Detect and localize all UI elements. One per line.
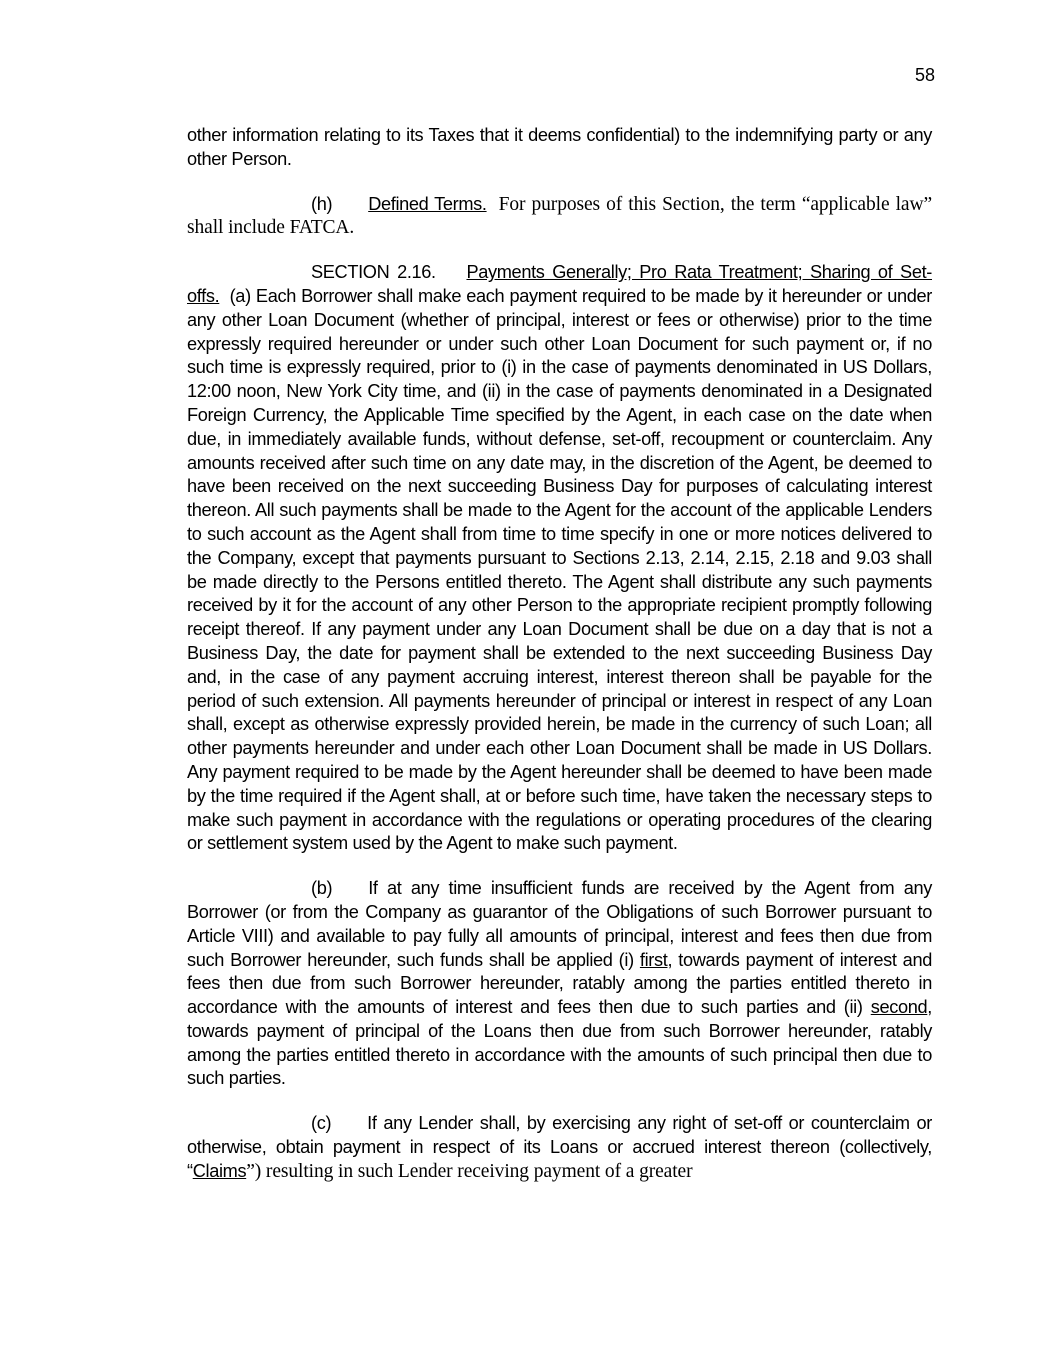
page-number: 58	[914, 65, 935, 85]
paragraph-c	[187, 1112, 932, 1183]
section-text: (a) Each Borrower shall make each payment required to be made by it hereunder or under any other Loan Document (whether of principal, interest or fees or otherwise) prior to the time expressly required hereunder or under such other Loan Document for such payment or, if no such time is expressly required, prior to (i) in the case of payments denominated in US Dollars, 12:00 noon, New York City time, and (ii) in the case of payments denominated in a Designated Foreign Currency, the Applicable Time specified by the Agent, in each case on the date when due, in immediately available funds, without defense, set-off, recoupment or counterclaim. Any amounts received after such time on any date may, in the discretion of the Agent, be deemed to have been received on the next succeeding Business Day for purposes of calculating interest thereon. All such payments shall be made to the Agent for the account of the applicable Lenders to such account as the Agent shall from time to time specify in one or more notices delivered to the Company, except that payments pursuant to Sections 2.13, 2.14, 2.15, 2.18 and 9.03 shall be made directly to the Persons entitled thereto. The Agent shall distribute any such payments received by it for the account of any other Person to the appropriate recipient promptly following receipt thereof. If any payment under any Loan Document shall be due on a day that is not a Business Day, the date for payment shall be extended to the next succeeding Business Day and, in the case of any payment accruing interest, interest thereon shall be payable for the period of such extension. All payments hereunder of principal or interest in respect of any Loan shall, except as otherwise expressly provided herein, be made in the currency of such Loan; all other payments hereunder and under each other Loan Document shall be made in US Dollars. Any payment required to be made by the Agent hereunder shall be deemed to have been made by the time required if the Agent shall, at or before such time, have taken the necessary steps to make such payment in accordance with the regulations or operating procedures of the clearing or settlement system used by the Agent to make such payment.	[187, 285, 932, 854]
paragraph-text-part-2: , towards payment of interest and fees then due from such Borrower hereunder, ratably among the parties entitled thereto in accordance with the amounts of interest and fees then due to such parties and (ii)	[187, 949, 932, 1018]
paragraph-label: (b)	[311, 878, 333, 899]
continued-paragraph	[187, 124, 932, 172]
paragraph-label: (c)	[311, 1113, 332, 1134]
paragraph-text-part-1: If any Lender shall, by exercising any right of set-off or counterclaim or otherwise, obtain payment in respect of its Loans or accrued interest thereon (collectively, “	[187, 1113, 932, 1181]
paragraph-label: (h)	[311, 193, 333, 214]
paragraph-text-part-1: If at any time insufficient funds are received by the Agent from any Borrower (or from the Company as guarantor of the Obligations of such Borrower pursuant to Article VIII) and available to pay fully all amounts of principal, interest and fees then due from such Borrower hereunder, such funds shall be applied (i)	[187, 878, 932, 970]
section-number: SECTION 2.16.	[311, 262, 436, 283]
paragraph-heading: Defined Terms.	[368, 193, 487, 214]
paragraph-text-part-3: , towards payment of principal of the Loans then due from such Borrower hereunder, ratably among the parties entitled thereto in accordance with the amounts of such principal then due to such parties.	[187, 997, 932, 1089]
defined-term-first: first	[639, 949, 668, 970]
paragraph-text: other information relating to its Taxes that it deems confidential) to the indemnifying party or any other Person.	[187, 125, 932, 169]
paragraph-text-part-2: ”) resulting in such Lender receiving payment of a greater	[246, 1160, 693, 1182]
defined-term-claims: Claims	[192, 1160, 247, 1181]
paragraph-b	[187, 877, 932, 1091]
section-heading: Payments Generally; Pro Rata Treatment; Sharing of Set-offs.	[187, 262, 933, 306]
section-2-16	[187, 261, 932, 856]
defined-term-second: second	[870, 997, 928, 1018]
paragraph-text: For purposes of this Section, the term “applicable law” shall include FATCA.	[187, 193, 933, 239]
document-body	[187, 124, 932, 1205]
paragraph-h-defined-terms	[187, 193, 932, 241]
